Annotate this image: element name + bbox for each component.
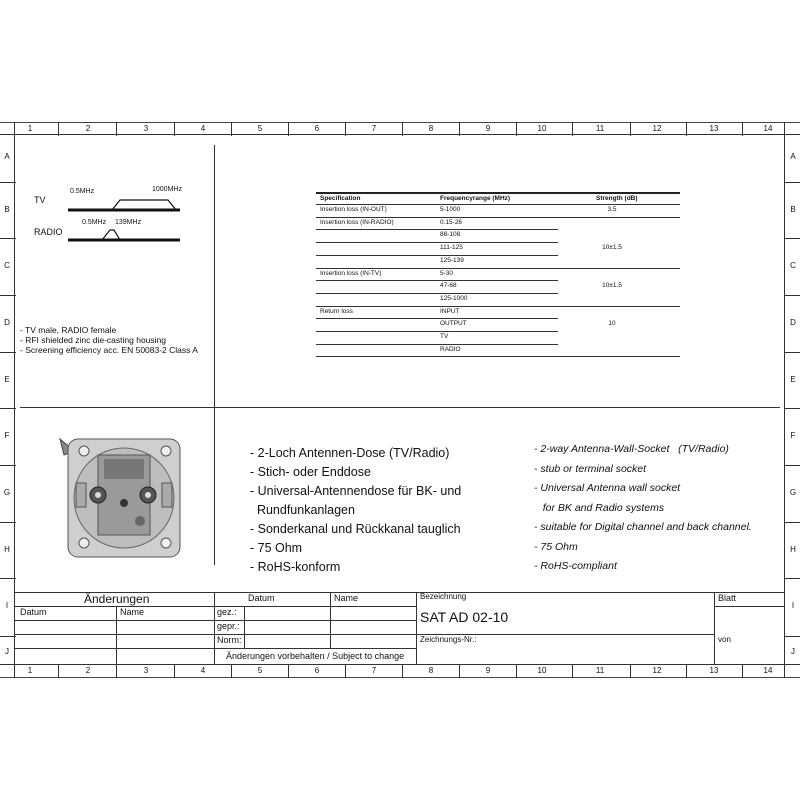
column-number: 11 [595,124,605,133]
tb-norm-label: Norm: [217,635,242,645]
tb-vline [714,592,715,664]
right-ruler-line [784,122,785,678]
tb-subject-to-change: Änderungen vorbehalten / Subject to change [226,651,405,661]
row-letter: H [4,545,10,554]
column-number: 3 [143,666,149,675]
spec-cell-freq: INPUT [440,307,460,315]
spec-row-rule [316,217,680,218]
spec-table-top-rule [316,192,680,194]
row-letter: D [790,318,796,327]
tb-vline [116,606,117,664]
spec-cell-freq: 111-125 [440,244,463,252]
row-letter: H [790,545,796,554]
row-letter: J [5,647,9,656]
desc-en-item: - 75 Ohm [534,540,578,553]
row-letter: A [790,152,796,161]
row-tick [784,465,800,466]
tb-vline [214,592,215,664]
column-tick [572,664,573,678]
column-tick [630,664,631,678]
top-ruler-line [0,134,800,135]
spec-cell-freq: 125-139 [440,256,464,264]
radio-freq-high: 139MHz [115,219,142,226]
row-tick [784,295,800,296]
spec-row-rule [316,268,680,269]
column-tick [58,122,59,136]
desc-de-item: - RoHS-konform [250,560,341,574]
tb-line [14,620,416,621]
feature-list [20,325,198,355]
spec-cell-strength: 10±1.5 [602,244,622,252]
tv-freq-high: 1000MHz [152,186,182,193]
spec-row-rule [316,331,558,332]
column-tick [231,122,232,136]
column-tick [686,122,687,136]
column-number: 14 [763,666,773,675]
spec-cell-spec: Insertion loss (IN-RADIO) [320,218,394,226]
column-number: 9 [485,124,491,133]
tv-label: TV [34,195,46,205]
column-number: 6 [314,124,320,133]
desc-de-item: - Sonderkanal und Rückkanal tauglich [250,522,461,536]
spec-row-rule [316,293,558,294]
column-number: 13 [709,666,719,675]
radio-label: RADIO [34,227,63,237]
column-number: 3 [143,124,149,133]
column-number: 5 [257,666,263,675]
row-letter: F [790,431,796,440]
column-tick [174,122,175,136]
spec-cell-freq: RADIO [440,345,461,353]
socket-product-image [40,425,190,575]
tb-von-label: von [718,635,731,644]
spec-row-rule [316,280,558,281]
spec-row-rule [316,242,558,243]
row-letter: F [4,431,10,440]
tb-gepr-label: gepr.: [217,621,240,631]
desc-en-item: - 2-way Antenna-Wall-Socket (TV/Radio) [534,443,729,455]
row-tick [0,636,16,637]
column-tick [572,122,573,136]
row-tick [0,182,16,183]
tb-vline [416,592,417,664]
column-number: 8 [428,666,434,675]
column-tick [345,664,346,678]
tb-datum-label-2: Datum [248,593,275,603]
spec-cell-freq: 88-108 [440,231,461,239]
spec-cell-spec: Insertion loss (IN-TV) [320,269,382,277]
feature-item: - Screening efficiency acc. EN 50083-2 Class A [20,345,198,355]
spec-header-strength: Strength (dB) [596,195,638,202]
column-number: 10 [537,666,547,675]
radio-freq-low: 0.5MHz [82,219,107,226]
spec-cell-freq: 5-30 [440,269,454,277]
column-number: 10 [537,124,547,133]
section-divider [20,407,780,408]
column-number: 13 [709,124,719,133]
spec-cell-strength: 3.5 [607,206,617,213]
row-letter: A [4,152,10,161]
spec-row-rule [316,229,558,230]
row-letter: B [4,205,10,214]
column-tick [402,664,403,678]
desc-de-item: - 2-Loch Antennen-Dose (TV/Radio) [250,446,450,460]
column-tick [742,664,743,678]
spec-row-rule [316,344,558,345]
left-ruler-line [14,122,15,678]
row-letter: E [4,375,10,384]
column-tick [116,664,117,678]
column-number: 4 [200,666,206,675]
tb-name-label-2: Name [334,593,359,603]
desc-de-item: Rundfunkanlagen [250,503,355,517]
tb-drawing-title: SAT AD 02-10 [420,609,509,625]
tb-line [14,648,416,649]
row-tick [0,238,16,239]
bottom-ruler-line [0,664,800,665]
tb-datum-label: Datum [20,607,47,617]
row-letter: I [791,601,795,610]
spec-cell-freq: TV [440,333,449,340]
row-letter: E [790,375,796,384]
row-tick [0,408,16,409]
description-german [250,444,461,577]
desc-en-item: - Universal Antenna wall socket [534,482,681,494]
desc-en-item: for BK and Radio systems [534,501,665,514]
column-tick [459,664,460,678]
spec-cell-freq: 5-1000 [440,206,461,213]
tb-vline [330,592,331,648]
column-tick [742,122,743,136]
desc-de-item: - Universal-Antennendose für BK- und [250,484,462,498]
row-letter: J [791,647,795,656]
tb-vline [244,606,245,648]
tb-gez-label: gez.: [217,607,237,617]
column-number: 5 [257,124,263,133]
tb-bezeichnung-label: Bezeichnung [420,592,467,601]
desc-de-item: - Stich- oder Enddose [250,465,371,479]
spec-cell-freq: 47-68 [440,282,457,290]
left-panel-divider [214,145,215,565]
desc-de-item: - 75 Ohm [250,541,303,555]
row-tick [784,182,800,183]
description-english [534,440,752,577]
column-tick [58,664,59,678]
spec-cell-strength: 10±1.5 [602,282,622,290]
tb-zeichnungs-nr-label: Zeichnungs-Nr.: [420,635,477,644]
tb-line [14,634,714,635]
row-tick [0,295,16,296]
desc-en-item: - stub or terminal socket [534,462,647,475]
column-tick [516,664,517,678]
column-tick [231,664,232,678]
spec-row-rule [316,356,680,357]
column-number: 4 [200,124,206,133]
column-tick [630,122,631,136]
row-tick [784,408,800,409]
row-letter: G [3,488,11,497]
column-number: 8 [428,124,434,133]
spec-row-rule [316,318,558,319]
tb-changes-label: Änderungen [84,592,150,606]
column-tick [288,664,289,678]
column-number: 11 [595,666,605,675]
row-tick [0,522,16,523]
row-tick [0,578,16,579]
column-number: 1 [27,666,33,675]
column-number: 12 [652,124,662,133]
spec-row-rule [316,255,558,256]
row-tick [784,352,800,353]
row-tick [784,522,800,523]
column-number: 2 [85,666,91,675]
column-tick [459,122,460,136]
spec-header-freq: Frequencyrange (MHz) [440,195,511,202]
row-tick [784,238,800,239]
spec-cell-strength: 10 [608,320,616,328]
spec-cell-freq: 125-1000 [440,294,468,302]
row-letter: C [4,261,10,270]
tv-freq-low: 0.5MHz [70,188,95,195]
column-tick [288,122,289,136]
column-tick [402,122,403,136]
desc-en-item: - suitable for Digital channel and back channel. [534,521,752,533]
tb-name-label: Name [120,607,145,617]
row-letter: B [790,205,796,214]
column-number: 2 [85,124,91,133]
row-tick [0,465,16,466]
column-tick [686,664,687,678]
row-letter: C [790,261,796,270]
row-tick [784,636,800,637]
row-letter: I [5,601,9,610]
column-number: 12 [652,666,662,675]
column-number: 7 [371,666,377,675]
column-number: 7 [371,124,377,133]
tb-line [14,606,416,607]
column-number: 1 [27,124,33,133]
feature-item: - TV male, RADIO female [20,325,117,335]
column-number: 6 [314,666,320,675]
spec-table [316,192,680,358]
tb-line [714,606,784,607]
spec-cell-freq: 0.15-26 [440,218,463,226]
spec-cell-spec: Insertion loss (IN-OUT) [320,206,387,213]
desc-en-item: - RoHS-compliant [534,560,617,572]
column-tick [516,122,517,136]
column-number: 14 [763,124,773,133]
spec-header-rule [316,204,680,205]
spec-header-spec: Specification [320,195,361,202]
column-tick [174,664,175,678]
row-letter: G [789,488,797,497]
row-tick [784,578,800,579]
column-tick [116,122,117,136]
row-tick [0,352,16,353]
feature-item: - RFI shielded zinc die-casting housing [20,335,166,345]
spec-cell-freq: OUTPUT [440,320,467,328]
spec-row-rule [316,306,680,307]
column-number: 9 [485,666,491,675]
tb-blatt-label: Blatt [718,593,737,603]
column-tick [345,122,346,136]
spec-cell-spec: Return loss [320,307,353,315]
row-letter: D [4,318,10,327]
